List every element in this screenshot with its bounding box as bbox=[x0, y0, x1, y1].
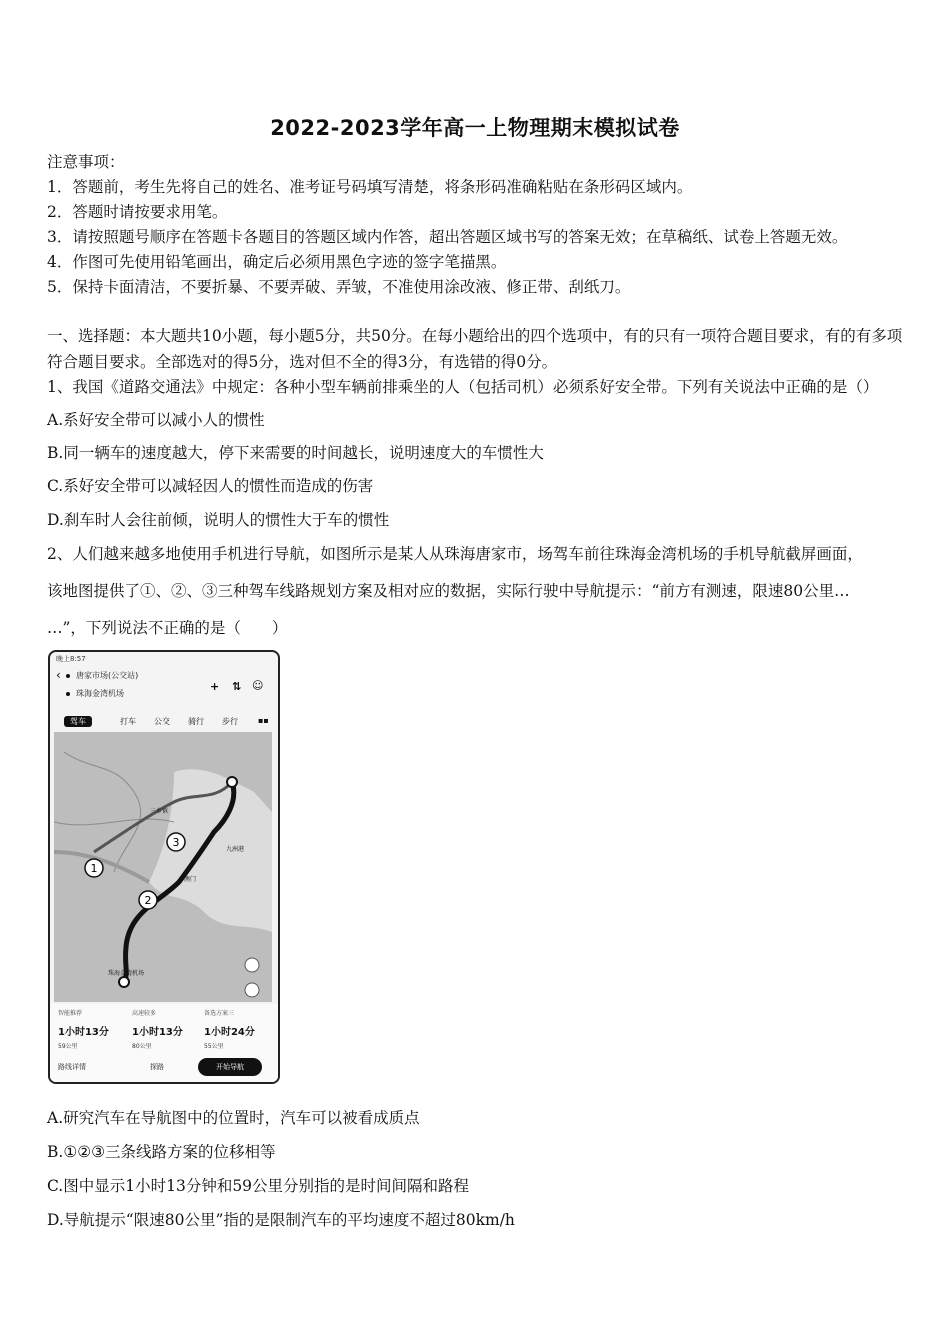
question-1-option-b: B.同一辆车的速度越大，停下来需要的时间越长，说明速度大的车惯性大 bbox=[47, 444, 544, 462]
question-2-stem-line-3: …”，下列说法不正确的是（ ） bbox=[47, 619, 288, 637]
question-1-stem: 1、我国《道路交通法》中规定：各种小型车辆前排乘坐的人（包括司机）必须系好安全带。下列有关说法中正确的是（） bbox=[47, 378, 879, 396]
phone-tab-bus: 公交 bbox=[154, 717, 170, 726]
map-label-sanxiang: 三乡镇 bbox=[150, 808, 169, 815]
notice-heading: 注意事项： bbox=[47, 153, 125, 171]
svg-text:2: 2 bbox=[144, 894, 152, 907]
question-1-option-a: A.系好安全带可以减小人的惯性 bbox=[47, 411, 265, 429]
route-2-distance: 80公里 bbox=[132, 1043, 152, 1050]
svg-text:1: 1 bbox=[90, 862, 98, 875]
route-option-2 bbox=[132, 1008, 202, 1050]
notice-item-3: 3．请按照题号顺序在答题卡各题目的答题区域内作答，超出答题区域书写的答案无效；在草稿纸、试卷上答题无效。 bbox=[47, 228, 848, 246]
question-2-stem-line-2: 该地图提供了①、②、③三种驾车线路规划方案及相对应的数据，实际行驶中导航提示：“前方有测速，限速80公里… bbox=[47, 582, 850, 600]
phone-tab-more-icon: ▪▪ bbox=[258, 716, 269, 725]
plus-icon: + bbox=[210, 680, 220, 693]
route-1-distance: 59公里 bbox=[58, 1043, 78, 1050]
notice-item-5: 5．保持卡面清洁，不要折暴、不要弄破、弄皱，不准使用涂改液、修正带、刮纸刀。 bbox=[47, 278, 631, 296]
route-detail-link: 路线详情 bbox=[58, 1063, 86, 1071]
route-3-distance: 55公里 bbox=[204, 1043, 224, 1050]
phone-map bbox=[54, 732, 272, 1002]
notice-item-4: 4．作图可先使用铅笔画出，确定后必须用黑色字迹的签字笔描黑。 bbox=[47, 253, 507, 271]
notice-item-1: 1．答题前，考生先将自己的姓名、准考证号码填写清楚，将条形码准确粘贴在条形码区域内。 bbox=[47, 178, 693, 196]
assistant-icon: ☺ bbox=[252, 679, 264, 692]
route-2-tag: 高速较多 bbox=[132, 1010, 157, 1017]
route-3-time: 1小时24分 bbox=[204, 1027, 255, 1038]
phone-route-panel bbox=[50, 1004, 278, 1082]
map-label-airport: 珠海金湾机场 bbox=[108, 970, 145, 977]
phone-transport-tabs bbox=[50, 714, 278, 730]
question-1-option-c: C.系好安全带可以减轻因人的惯性而造成的伤害 bbox=[47, 477, 374, 495]
origin-dot-icon bbox=[66, 674, 70, 678]
route-1-tag: 智能推荐 bbox=[58, 1010, 83, 1017]
map-label-macau: 澳门 bbox=[184, 876, 197, 883]
route-option-1 bbox=[58, 1008, 128, 1050]
route-option-3 bbox=[204, 1008, 274, 1050]
explore-link: 探路 bbox=[150, 1063, 164, 1071]
question-2-stem-line-1: 2、人们越来越多地使用手机进行导航，如图所示是某人从珠海唐家市，场驾车前往珠海金湾机场的手机导航截屏画面， bbox=[47, 545, 863, 563]
section-intro: 一、选择题：本大题共10小题，每小题5分，共50分。在每小题给出的四个选项中，有的只有一项符合题目要求，有的有多项符合题目要求。全部选对的得5分，选对但不全的得3分，有选错的得0分。 bbox=[47, 327, 903, 371]
question-2-option-d: D.导航提示“限速80公里”指的是限制汽车的平均速度不超过80km/h bbox=[47, 1211, 515, 1229]
back-arrow-icon: ‹ bbox=[56, 668, 61, 682]
question-2-option-c: C.图中显示1小时13分钟和59公里分别指的是时间间隔和路程 bbox=[47, 1177, 470, 1195]
start-navigation-button: 开始导航 bbox=[198, 1058, 262, 1076]
phone-tab-drive: 驾车 bbox=[64, 716, 92, 727]
phone-tab-bike: 骑行 bbox=[188, 717, 204, 726]
destination-dot-icon bbox=[66, 692, 70, 696]
phone-origin bbox=[50, 668, 278, 686]
phone-status-bar: 晚上8:57 bbox=[56, 655, 86, 663]
navigation-screenshot-figure bbox=[48, 650, 280, 1084]
question-2-option-b: B.①②③三条线路方案的位移相等 bbox=[47, 1143, 276, 1161]
map-drawing bbox=[54, 732, 272, 1002]
svg-text:3: 3 bbox=[172, 836, 180, 849]
route-3-tag: 备选方案三 bbox=[204, 1010, 235, 1017]
phone-tab-taxi: 打车 bbox=[120, 717, 136, 726]
map-label-jiuzhou: 九洲港 bbox=[226, 846, 245, 853]
route-1-time: 1小时13分 bbox=[58, 1027, 109, 1038]
question-2-option-a: A.研究汽车在导航图中的位置时，汽车可以被看成质点 bbox=[47, 1109, 420, 1127]
question-1-option-d: D.刹车时人会往前倾，说明人的惯性大于车的惯性 bbox=[47, 511, 390, 529]
phone-destination bbox=[50, 686, 278, 704]
swap-icon: ⇅ bbox=[232, 680, 242, 693]
route-2-time: 1小时13分 bbox=[132, 1027, 183, 1038]
page-title: 2022-2023学年高一上物理期末模拟试卷 bbox=[270, 116, 680, 140]
phone-origin-label: 唐家市场(公交站) bbox=[76, 671, 139, 680]
notice-item-2: 2．答题时请按要求用笔。 bbox=[47, 203, 228, 221]
phone-tab-walk: 步行 bbox=[222, 717, 238, 726]
phone-destination-label: 珠海金湾机场 bbox=[76, 689, 124, 698]
